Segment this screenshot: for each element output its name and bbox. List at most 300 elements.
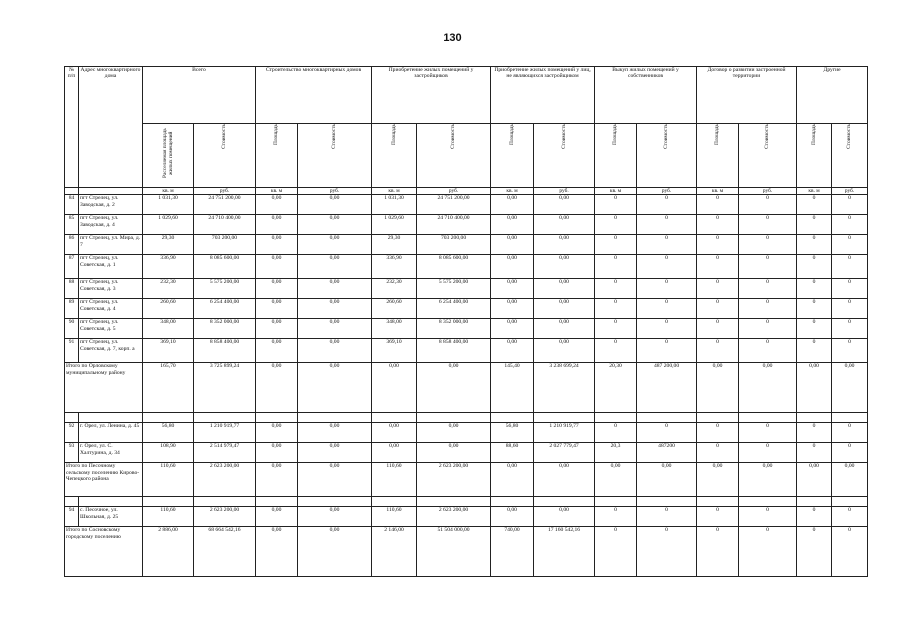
cell-area: 0,00 <box>256 443 298 463</box>
unit-rub: руб. <box>194 188 256 195</box>
header-row-units <box>65 188 868 195</box>
header-address: Адрес многоквартирного дома <box>79 67 143 188</box>
cell-cost: 0,00 <box>298 215 372 235</box>
cell-area: 369,10 <box>143 339 194 363</box>
cell-cost: 2 623 200,00 <box>417 507 491 527</box>
cell-cost: 0 <box>832 255 868 279</box>
cell-area: 0 <box>697 319 739 339</box>
cell-area: 0,00 <box>256 279 298 299</box>
cell-cost: 0 <box>739 507 797 527</box>
total-label: Итого по Сосновскому городскому поселению <box>65 527 143 577</box>
total-label: Итого по Орловскому муниципальному району <box>65 363 143 413</box>
table-row <box>65 507 868 527</box>
cell-area: 0 <box>595 339 637 363</box>
header-sub-area <box>256 124 298 188</box>
cell-area: 0,00 <box>256 363 298 413</box>
cell-area: 0,00 <box>372 423 417 443</box>
cell-area: 0,00 <box>256 319 298 339</box>
cell-area: 29,30 <box>372 235 417 255</box>
cell-area: 110,60 <box>372 507 417 527</box>
cell-cost: 0 <box>739 319 797 339</box>
cell-cost: 0 <box>739 195 797 215</box>
header-group-developers: Приобретение жилых помещений у застройщиков <box>372 67 491 124</box>
header-sub-cost <box>417 124 491 188</box>
spacer-cell <box>491 413 534 423</box>
cell-cost: 487 200,00 <box>637 363 697 413</box>
header-sub-area <box>372 124 417 188</box>
page-number: 130 <box>443 32 462 44</box>
unit-area: кв. м <box>256 188 298 195</box>
cell-cost: 0,00 <box>298 235 372 255</box>
cell-area: 0 <box>595 215 637 235</box>
cell-area: 1 029,60 <box>143 215 194 235</box>
cell-cost: 0 <box>739 279 797 299</box>
table-row <box>65 319 868 339</box>
cell-area: 0,00 <box>595 463 637 497</box>
row-address: пгт Стрелец, ул. Советская, д. 1 <box>79 255 143 279</box>
cell-area: 0,00 <box>372 363 417 413</box>
cell-cost: 0,00 <box>417 423 491 443</box>
table-row <box>65 215 868 235</box>
header-sub-total-area-text: Расселяемая площадь жилых помещений <box>161 128 174 178</box>
cell-area: 232,30 <box>143 279 194 299</box>
cell-cost: 0,00 <box>534 463 595 497</box>
cell-cost: 1 210 919,77 <box>194 423 256 443</box>
cell-area: 56,80 <box>143 423 194 443</box>
unit-area: кв. м <box>372 188 417 195</box>
cell-area: 110,60 <box>372 463 417 497</box>
cell-area: 0,00 <box>256 527 298 577</box>
spacer-cell <box>637 497 697 507</box>
cell-area: 0,00 <box>256 423 298 443</box>
header-group-total: Всего <box>143 67 256 124</box>
cell-area: 0 <box>595 299 637 319</box>
cell-area: 0,00 <box>256 299 298 319</box>
cell-cost: 0 <box>637 507 697 527</box>
header-sub-cost <box>534 124 595 188</box>
cell-area: 1 029,60 <box>372 215 417 235</box>
cell-area: 0,00 <box>256 215 298 235</box>
spacer-cell <box>832 413 868 423</box>
cell-area: 0 <box>797 215 832 235</box>
row-address: пгт Стрелец, ул. Советская, д. 3 <box>79 279 143 299</box>
cell-cost: 0 <box>637 423 697 443</box>
header-num: № п/п <box>65 67 79 188</box>
cell-cost: 0,00 <box>534 235 595 255</box>
spacer-cell <box>739 413 797 423</box>
cell-area: 0 <box>797 255 832 279</box>
header-group-development-agreement: Договор о развитии застроенной территории <box>697 67 797 124</box>
cell-area: 0,00 <box>256 195 298 215</box>
cell-cost: 0 <box>637 527 697 577</box>
spacer-cell <box>372 413 417 423</box>
cell-area: 0 <box>697 255 739 279</box>
spacer-cell <box>417 413 491 423</box>
cell-area: 260,60 <box>143 299 194 319</box>
row-address: г. Орел, ул. Ленина, д. 45 <box>79 423 143 443</box>
cell-area: 260,60 <box>372 299 417 319</box>
cell-area: 740,00 <box>491 527 534 577</box>
table-row <box>65 423 868 443</box>
spacer-cell <box>298 497 372 507</box>
cell-area: 110,60 <box>143 507 194 527</box>
cell-cost: 0 <box>739 255 797 279</box>
header-sub-cost-text: Стоимость <box>663 124 670 149</box>
unit-rub: руб. <box>298 188 372 195</box>
cell-cost: 0,00 <box>298 527 372 577</box>
cell-area: 0 <box>697 279 739 299</box>
unit-cell-empty <box>79 188 143 195</box>
header-sub-area-text: Площадь <box>508 124 515 146</box>
cell-cost: 0,00 <box>534 299 595 319</box>
header-sub-area <box>491 124 534 188</box>
spacer-cell <box>79 413 143 423</box>
cell-area: 336,90 <box>372 255 417 279</box>
cell-cost: 0,00 <box>298 507 372 527</box>
spacer-cell <box>739 497 797 507</box>
cell-cost: 2 623 200,00 <box>417 463 491 497</box>
spacer-cell <box>697 413 739 423</box>
cell-cost: 0,00 <box>298 463 372 497</box>
row-address: пгт Стрелец, ул. Советская, д. 4 <box>79 299 143 319</box>
table-row <box>65 339 868 363</box>
cell-area: 0 <box>797 507 832 527</box>
unit-area: кв. м <box>797 188 832 195</box>
unit-area: кв. м <box>595 188 637 195</box>
spacer-cell <box>65 413 79 423</box>
spacer-cell <box>797 497 832 507</box>
cell-area: 348,00 <box>143 319 194 339</box>
header-sub-cost-text: Стоимость <box>560 124 567 149</box>
cell-cost: 51 504 000,00 <box>417 527 491 577</box>
cell-area: 0,00 <box>491 319 534 339</box>
total-row <box>65 463 868 497</box>
table-row <box>65 195 868 215</box>
cell-cost: 0 <box>637 215 697 235</box>
cell-cost: 0,00 <box>298 339 372 363</box>
cell-cost: 0,00 <box>534 195 595 215</box>
cell-area: 145,40 <box>491 363 534 413</box>
cell-area: 0,00 <box>491 235 534 255</box>
cell-cost: 24 751 200,00 <box>417 195 491 215</box>
cell-cost: 0 <box>832 339 868 363</box>
cell-cost: 6 254 400,00 <box>194 299 256 319</box>
cell-cost: 8 085 600,00 <box>417 255 491 279</box>
cell-cost: 0,00 <box>832 363 868 413</box>
cell-area: 2 886,00 <box>143 527 194 577</box>
cell-cost: 0 <box>739 215 797 235</box>
cell-area: 336,90 <box>143 255 194 279</box>
row-address: пгт Стрелец, ул. Советская, д. 7, корп. а <box>79 339 143 363</box>
unit-rub: руб. <box>534 188 595 195</box>
spacer-cell <box>79 497 143 507</box>
cell-cost: 0,00 <box>298 195 372 215</box>
header-sub-cost <box>739 124 797 188</box>
spacer-cell <box>256 413 298 423</box>
cell-cost: 0,00 <box>298 255 372 279</box>
spacer-cell <box>194 497 256 507</box>
header-sub-cost-text: Стоимость <box>450 124 457 149</box>
header-group-buyout: Выкуп жилых помещений у собственников <box>595 67 697 124</box>
header-sub-area-text: Площадь <box>810 124 817 146</box>
cell-cost: 0,00 <box>534 319 595 339</box>
spacer-cell <box>298 413 372 423</box>
cell-area: 0 <box>797 299 832 319</box>
cell-area: 108,90 <box>143 443 194 463</box>
cell-area: 0,00 <box>491 255 534 279</box>
cell-area: 0,00 <box>491 195 534 215</box>
cell-area: 0,00 <box>491 507 534 527</box>
cell-area: 0 <box>797 423 832 443</box>
cell-area: 0,00 <box>256 507 298 527</box>
unit-area: кв. м <box>491 188 534 195</box>
cell-area: 88,60 <box>491 443 534 463</box>
spacer-cell <box>595 497 637 507</box>
cell-cost: 3 725 899,24 <box>194 363 256 413</box>
cell-cost: 2 514 979,47 <box>194 443 256 463</box>
cell-cost: 487200 <box>637 443 697 463</box>
header-sub-cost-text: Стоимость <box>221 124 228 149</box>
cell-cost: 8 085 600,00 <box>194 255 256 279</box>
cell-cost: 0,00 <box>298 443 372 463</box>
cell-area: 0,00 <box>491 279 534 299</box>
cell-cost: 0 <box>832 443 868 463</box>
cell-area: 0 <box>595 195 637 215</box>
spacer-cell <box>417 497 491 507</box>
cell-area: 348,00 <box>372 319 417 339</box>
cell-area: 0 <box>797 443 832 463</box>
cell-area: 29,30 <box>143 235 194 255</box>
cell-area: 0 <box>697 423 739 443</box>
cell-cost: 0 <box>832 423 868 443</box>
spacer-cell <box>534 497 595 507</box>
cell-area: 0 <box>797 279 832 299</box>
cell-cost: 0 <box>832 279 868 299</box>
cell-area: 0 <box>797 235 832 255</box>
cell-area: 0,00 <box>697 463 739 497</box>
header-sub-area <box>595 124 637 188</box>
row-address: с. Песочное, ул. Школьная, д. 25 <box>79 507 143 527</box>
row-number: 88 <box>65 279 79 299</box>
cell-cost: 0 <box>637 319 697 339</box>
unit-rub: руб. <box>417 188 491 195</box>
cell-cost: 17 160 542,16 <box>534 527 595 577</box>
cell-area: 0 <box>697 235 739 255</box>
cell-area: 0 <box>797 319 832 339</box>
cell-cost: 24 710 400,00 <box>417 215 491 235</box>
row-number: 94 <box>65 507 79 527</box>
header-sub-cost-text: Стоимость <box>846 124 853 149</box>
cell-cost: 0,00 <box>534 255 595 279</box>
spacer-cell <box>697 497 739 507</box>
row-address: г. Орел, ул. С. Халтурина, д. 34 <box>79 443 143 463</box>
spacer-cell <box>372 497 417 507</box>
cell-cost: 8 858 400,00 <box>417 339 491 363</box>
cell-cost: 703 200,00 <box>417 235 491 255</box>
row-number: 86 <box>65 235 79 255</box>
row-number: 91 <box>65 339 79 363</box>
header-sub-area-text: Площадь <box>714 124 721 146</box>
header-row-groups <box>65 67 868 124</box>
spacer-cell <box>832 497 868 507</box>
cell-area: 0 <box>697 527 739 577</box>
row-address: пгт Стрелец, ул. Советская, д. 5 <box>79 319 143 339</box>
cell-cost: 0,00 <box>298 319 372 339</box>
cell-cost: 2 623 200,00 <box>194 507 256 527</box>
row-number: 85 <box>65 215 79 235</box>
cell-area: 0 <box>595 319 637 339</box>
spacer-cell <box>534 413 595 423</box>
header-sub-area-text: Площадь <box>612 124 619 146</box>
cell-cost: 0 <box>637 235 697 255</box>
spacer-cell <box>194 413 256 423</box>
header-sub-cost-text: Стоимость <box>331 124 338 149</box>
cell-area: 56,80 <box>491 423 534 443</box>
cell-cost: 0 <box>739 527 797 577</box>
cell-area: 0,00 <box>256 339 298 363</box>
cell-area: 20,30 <box>595 363 637 413</box>
table-row <box>65 279 868 299</box>
spacer-cell <box>65 497 79 507</box>
cell-cost: 68 664 542,16 <box>194 527 256 577</box>
cell-cost: 1 210 919,77 <box>534 423 595 443</box>
cell-cost: 0 <box>832 299 868 319</box>
unit-rub: руб. <box>832 188 868 195</box>
table-row <box>65 255 868 279</box>
cell-cost: 0,00 <box>298 363 372 413</box>
header-sub-area <box>697 124 739 188</box>
spacer-cell <box>595 413 637 423</box>
cell-cost: 0 <box>739 339 797 363</box>
spacer-row <box>65 497 868 507</box>
cell-cost: 3 238 699,24 <box>534 363 595 413</box>
cell-area: 0,00 <box>491 299 534 319</box>
table-row <box>65 443 868 463</box>
cell-cost: 5 575 200,00 <box>417 279 491 299</box>
cell-cost: 0,00 <box>534 215 595 235</box>
unit-rub: руб. <box>637 188 697 195</box>
cell-cost: 0,00 <box>832 463 868 497</box>
cell-area: 0,00 <box>256 463 298 497</box>
header-group-construction: Строительство многоквартирных домов <box>256 67 372 124</box>
header-sub-cost <box>832 124 868 188</box>
unit-rub: руб. <box>739 188 797 195</box>
cell-area: 0,00 <box>797 463 832 497</box>
cell-cost: 0 <box>739 235 797 255</box>
cell-cost: 8 352 000,00 <box>417 319 491 339</box>
cell-area: 0 <box>595 507 637 527</box>
cell-area: 0,00 <box>491 463 534 497</box>
cell-cost: 0,00 <box>298 279 372 299</box>
header-row-subcolumns <box>65 124 868 188</box>
cell-area: 0 <box>595 527 637 577</box>
cell-area: 0 <box>697 299 739 319</box>
cell-area: 165,70 <box>143 363 194 413</box>
header-group-non-developers: Приобретение жилых помещений у лиц, не являющихся застройщиком <box>491 67 595 124</box>
cell-cost: 0 <box>832 527 868 577</box>
row-number: 87 <box>65 255 79 279</box>
total-label: Итого по Песочному сельскому поселению Кирово-Чепецкого района <box>65 463 143 497</box>
header-sub-cost <box>194 124 256 188</box>
cell-area: 0 <box>797 195 832 215</box>
cell-area: 0,00 <box>491 339 534 363</box>
cell-cost: 24 710 400,00 <box>194 215 256 235</box>
cell-area: 0,00 <box>797 363 832 413</box>
cell-area: 369,10 <box>372 339 417 363</box>
cell-cost: 0,00 <box>417 443 491 463</box>
cell-area: 0 <box>595 279 637 299</box>
spacer-row <box>65 413 868 423</box>
cell-cost: 0,00 <box>534 507 595 527</box>
unit-area: кв. м <box>143 188 194 195</box>
cell-area: 0 <box>697 215 739 235</box>
cell-cost: 0 <box>832 319 868 339</box>
unit-cell-empty <box>65 188 79 195</box>
row-number: 93 <box>65 443 79 463</box>
cell-cost: 0 <box>637 299 697 319</box>
row-number: 92 <box>65 423 79 443</box>
cell-area: 110,60 <box>143 463 194 497</box>
housing-resettlement-table <box>64 66 868 577</box>
cell-area: 0,00 <box>697 363 739 413</box>
header-sub-area <box>797 124 832 188</box>
header-group-other: Другие <box>797 67 868 124</box>
header-sub-area-text: Площадь <box>390 124 397 146</box>
cell-area: 0 <box>797 527 832 577</box>
row-address: пгт Стрелец, ул. Заводская, д. 4 <box>79 215 143 235</box>
total-row <box>65 363 868 413</box>
spacer-cell <box>143 413 194 423</box>
total-row <box>65 527 868 577</box>
cell-area: 1 031,30 <box>143 195 194 215</box>
cell-area: 1 031,30 <box>372 195 417 215</box>
cell-area: 0,00 <box>491 215 534 235</box>
cell-area: 0,00 <box>372 443 417 463</box>
cell-cost: 0,00 <box>637 463 697 497</box>
spacer-cell <box>797 413 832 423</box>
header-sub-cost <box>298 124 372 188</box>
cell-area: 0,00 <box>256 235 298 255</box>
table-body <box>65 195 868 577</box>
cell-cost: 0,00 <box>417 363 491 413</box>
cell-cost: 0 <box>637 255 697 279</box>
cell-cost: 8 858 400,00 <box>194 339 256 363</box>
cell-area: 0 <box>595 235 637 255</box>
cell-cost: 0 <box>832 507 868 527</box>
cell-area: 0 <box>595 423 637 443</box>
cell-cost: 0,00 <box>298 299 372 319</box>
row-number: 84 <box>65 195 79 215</box>
cell-cost: 0,00 <box>739 463 797 497</box>
cell-area: 2 146,00 <box>372 527 417 577</box>
cell-area: 0 <box>697 195 739 215</box>
cell-cost: 0 <box>739 423 797 443</box>
table-row <box>65 235 868 255</box>
cell-area: 0 <box>697 443 739 463</box>
header-sub-cost <box>637 124 697 188</box>
header-sub-cost-text: Стоимость <box>764 124 771 149</box>
cell-cost: 8 352 000,00 <box>194 319 256 339</box>
cell-cost: 2 027 779,47 <box>534 443 595 463</box>
unit-area: кв. м <box>697 188 739 195</box>
cell-cost: 24 751 200,00 <box>194 195 256 215</box>
cell-cost: 0 <box>637 195 697 215</box>
cell-area: 0 <box>697 507 739 527</box>
cell-area: 232,30 <box>372 279 417 299</box>
cell-cost: 0 <box>637 279 697 299</box>
cell-cost: 0 <box>832 235 868 255</box>
table-row <box>65 299 868 319</box>
